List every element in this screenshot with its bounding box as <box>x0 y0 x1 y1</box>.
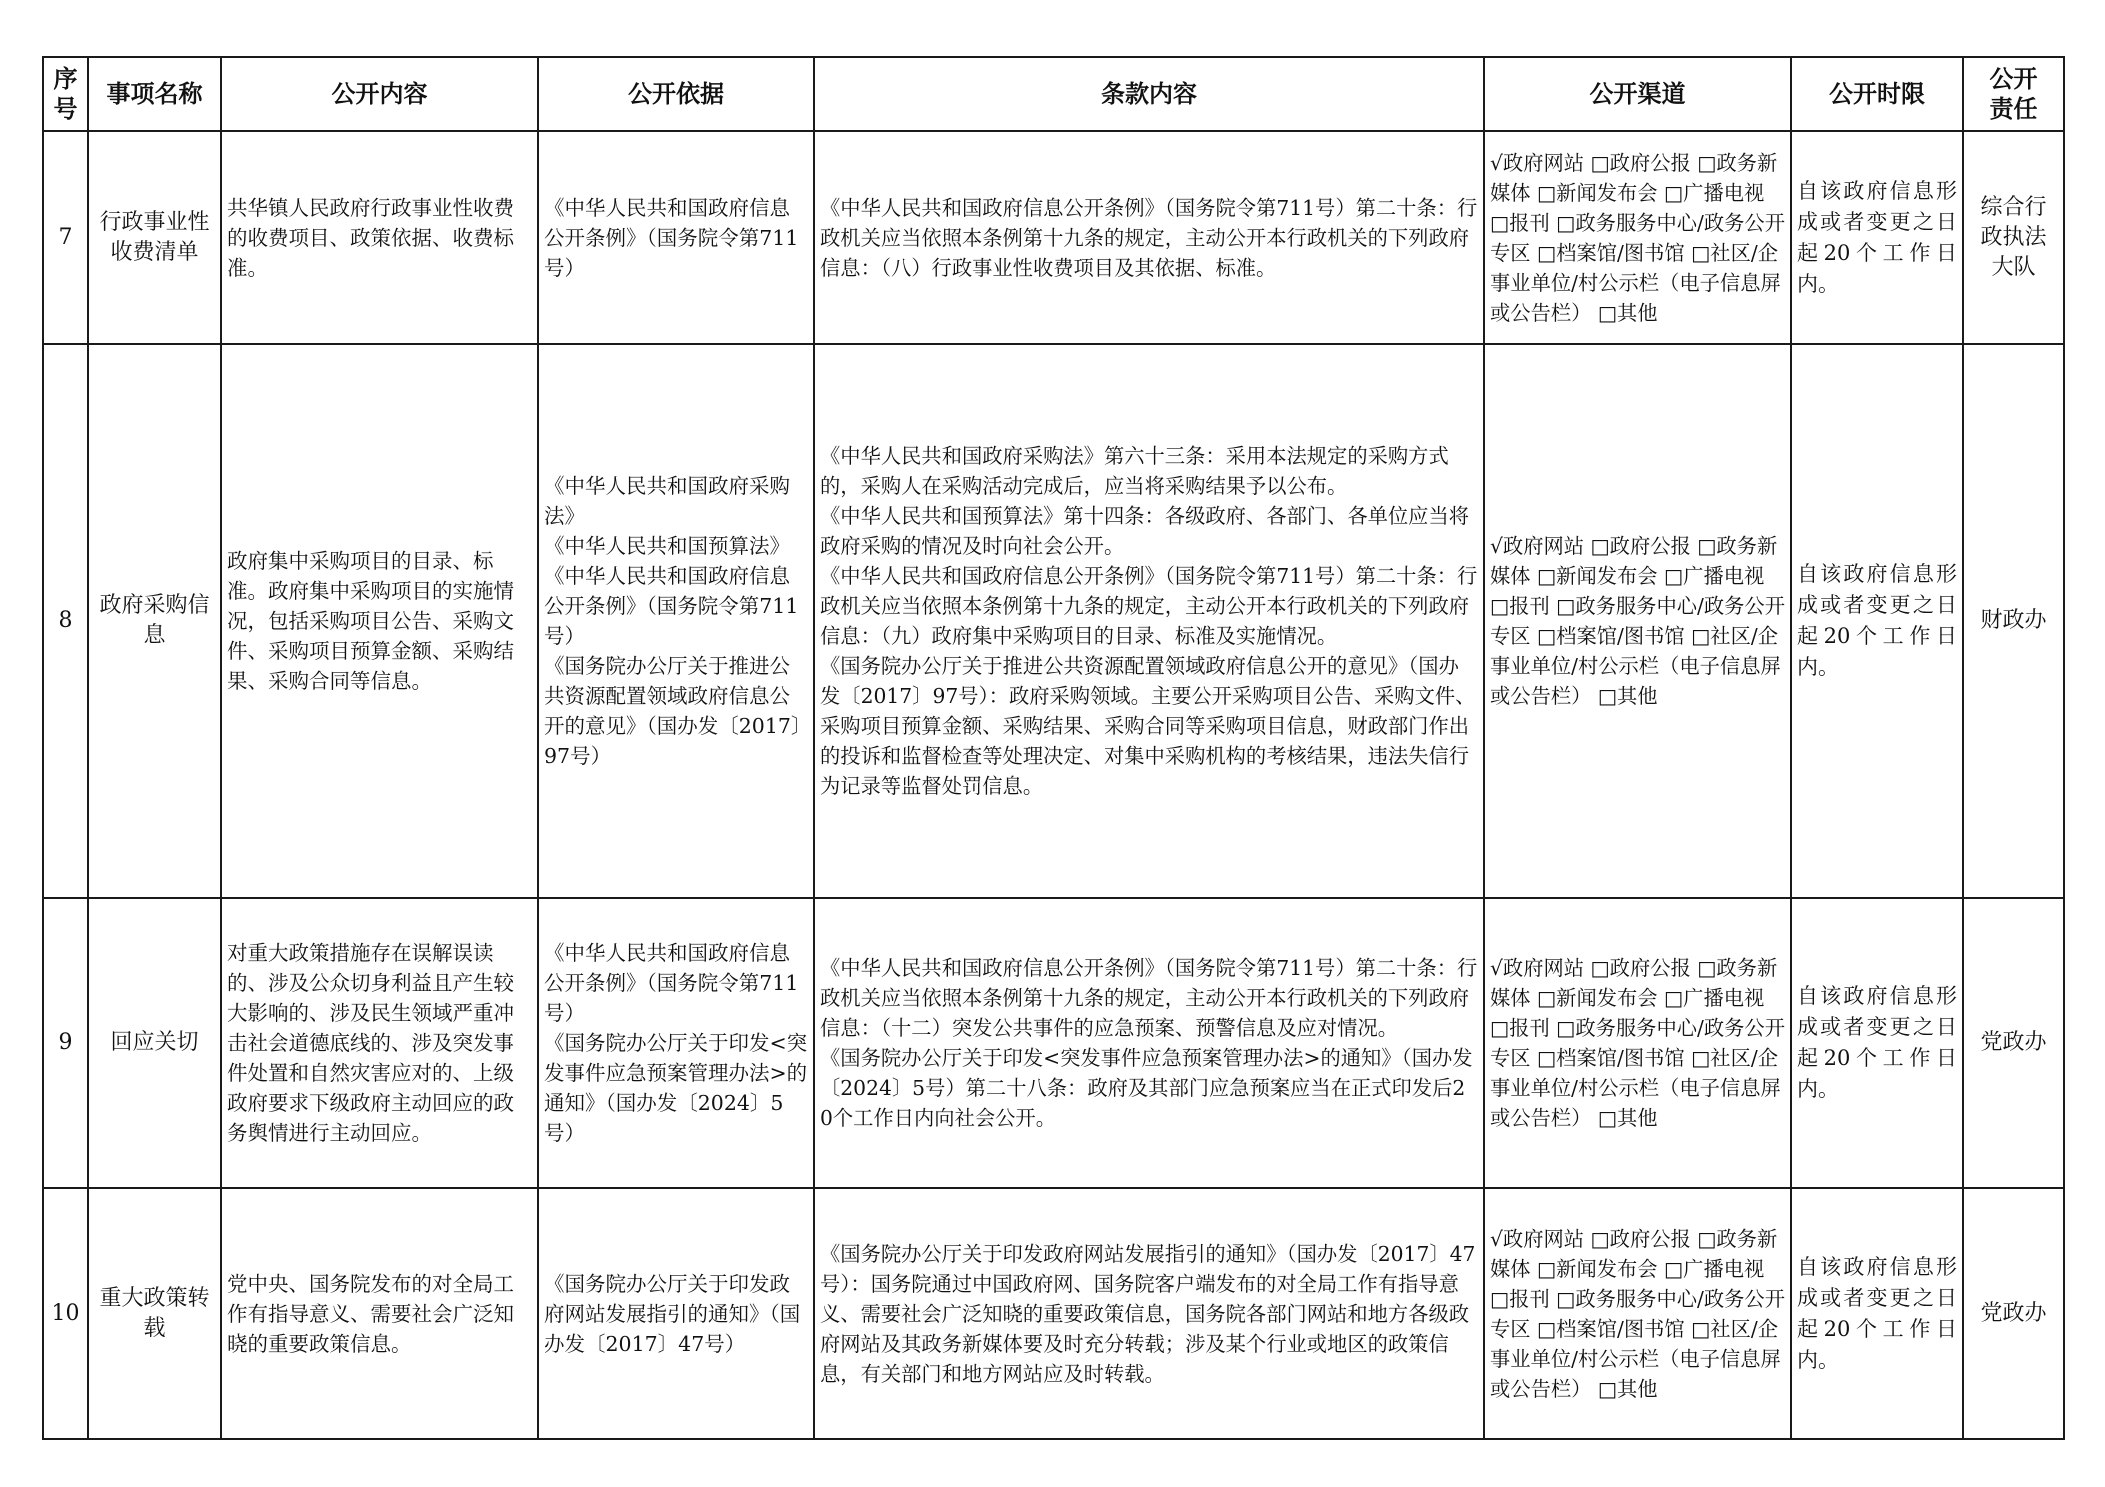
cell-clause: 《中华人民共和国政府采购法》第六十三条：采用本法规定的采购方式的，采购人在采购活动完成后，应当将采购结果予以公布。 《中华人民共和国预算法》第十四条：各级政府、各部门、各单位应当将政府采购的情况及时向社会公开。 《中华人民共和国政府信息公开条例》（国务院令第711号）第二十条：行政机关应当依照本条例第十九条的规定，主动公开本行政机关的下列政府信息：（九）政府集中采购项目的目录、标准及实施情况。 《国务院办公厅关于推进公共资源配置领域政府信息公开的意见》（国办发〔2017〕97号）：政府采购领域。主要公开采购项目公告、采购文件、采购项目预算金额、采购结果、采购合同等采购项目信息，财政部门作出的投诉和监督检查等处理决定、对集中采购机构的考核结果，违法失信行为记录等监督处罚信息。 <box>814 344 1484 898</box>
cell-channel: √政府网站 □政府公报 □政务新媒体 □新闻发布会 □广播电视 □报刊 □政务服务中心/政务公开专区 □档案馆/图书馆 □社区/企事业单位/村公示栏（电子信息屏或公告栏） □其他 <box>1484 131 1791 344</box>
cell-channel: √政府网站 □政府公报 □政务新媒体 □新闻发布会 □广播电视 □报刊 □政务服务中心/政务公开专区 □档案馆/图书馆 □社区/企事业单位/村公示栏（电子信息屏或公告栏） □其他 <box>1484 898 1791 1188</box>
cell-basis: 《中华人民共和国政府信息公开条例》（国务院令第711号） 《国务院办公厅关于印发<突发事件应急预案管理办法>的通知》（国办发〔2024〕5号） <box>538 898 814 1188</box>
cell-no: 7 <box>43 131 88 344</box>
header-row <box>43 57 2064 131</box>
cell-resp: 综合行 政执法 大队 <box>1963 131 2064 344</box>
table-body <box>43 131 2064 1439</box>
cell-basis: 《中华人民共和国政府信息公开条例》（国务院令第711号） <box>538 131 814 344</box>
cell-name: 行政事业性 收费清单 <box>88 131 221 344</box>
cell-resp: 党政办 <box>1963 898 2064 1188</box>
table-header <box>43 57 2064 131</box>
cell-clause: 《中华人民共和国政府信息公开条例》（国务院令第711号）第二十条：行政机关应当依照本条例第十九条的规定，主动公开本行政机关的下列政府信息：（十二）突发公共事件的应急预案、预警信息及应对情况。 《国务院办公厅关于印发<突发事件应急预案管理办法>的通知》（国办发〔2024〕5号）第二十八条：政府及其部门应急预案应当在正式印发后20个工作日内向社会公开。 <box>814 898 1484 1188</box>
cell-name: 回应关切 <box>88 898 221 1188</box>
cell-resp: 党政办 <box>1963 1188 2064 1439</box>
header-basis: 公开依据 <box>538 57 814 131</box>
cell-resp: 财政办 <box>1963 344 2064 898</box>
cell-time: 自该政府信息形成或者变更之日起20个工作日内。 <box>1791 131 1963 344</box>
cell-no: 8 <box>43 344 88 898</box>
cell-basis: 《中华人民共和国政府采购法》 《中华人民共和国预算法》 《中华人民共和国政府信息公开条例》（国务院令第711号） 《国务院办公厅关于推进公共资源配置领域政府信息公开的意见》（国办发〔2017〕97号） <box>538 344 814 898</box>
header-no: 序 号 <box>43 57 88 131</box>
header-clause: 条款内容 <box>814 57 1484 131</box>
header-channel: 公开渠道 <box>1484 57 1791 131</box>
header-resp: 公开 责任 <box>1963 57 2064 131</box>
cell-content: 共华镇人民政府行政事业性收费的收费项目、政策依据、收费标准。 <box>221 131 538 344</box>
cell-channel: √政府网站 □政府公报 □政务新媒体 □新闻发布会 □广播电视 □报刊 □政务服务中心/政务公开专区 □档案馆/图书馆 □社区/企事业单位/村公示栏（电子信息屏或公告栏） □其他 <box>1484 1188 1791 1439</box>
cell-clause: 《中华人民共和国政府信息公开条例》（国务院令第711号）第二十条：行政机关应当依照本条例第十九条的规定，主动公开本行政机关的下列政府信息：（八）行政事业性收费项目及其依据、标准。 <box>814 131 1484 344</box>
cell-content: 党中央、国务院发布的对全局工作有指导意义、需要社会广泛知晓的重要政策信息。 <box>221 1188 538 1439</box>
table-row <box>43 344 2064 898</box>
table-row <box>43 1188 2064 1439</box>
cell-clause: 《国务院办公厅关于印发政府网站发展指引的通知》（国办发〔2017〕47号）：国务院通过中国政府网、国务院客户端发布的对全局工作有指导意义、需要社会广泛知晓的重要政策信息，国务院各部门网站和地方各级政府网站及其政务新媒体要及时充分转载；涉及某个行业或地区的政策信息，有关部门和地方网站应及时转载。 <box>814 1188 1484 1439</box>
cell-no: 10 <box>43 1188 88 1439</box>
cell-channel: √政府网站 □政府公报 □政务新媒体 □新闻发布会 □广播电视 □报刊 □政务服务中心/政务公开专区 □档案馆/图书馆 □社区/企事业单位/村公示栏（电子信息屏或公告栏） □其他 <box>1484 344 1791 898</box>
header-time: 公开时限 <box>1791 57 1963 131</box>
table-row <box>43 898 2064 1188</box>
cell-name: 政府采购信 息 <box>88 344 221 898</box>
cell-time: 自该政府信息形成或者变更之日起20个工作日内。 <box>1791 344 1963 898</box>
disclosure-table <box>42 56 2065 1440</box>
cell-basis: 《国务院办公厅关于印发政府网站发展指引的通知》（国办发〔2017〕47号） <box>538 1188 814 1439</box>
cell-time: 自该政府信息形成或者变更之日起20个工作日内。 <box>1791 898 1963 1188</box>
table-row <box>43 131 2064 344</box>
cell-time: 自该政府信息形成或者变更之日起20个工作日内。 <box>1791 1188 1963 1439</box>
header-name: 事项名称 <box>88 57 221 131</box>
cell-content: 政府集中采购项目的目录、标准。政府集中采购项目的实施情况，包括采购项目公告、采购文件、采购项目预算金额、采购结果、采购合同等信息。 <box>221 344 538 898</box>
header-content: 公开内容 <box>221 57 538 131</box>
cell-content: 对重大政策措施存在误解误读的、涉及公众切身利益且产生较大影响的、涉及民生领域严重冲击社会道德底线的、涉及突发事件处置和自然灾害应对的、上级政府要求下级政府主动回应的政务舆情进行主动回应。 <box>221 898 538 1188</box>
cell-name: 重大政策转 载 <box>88 1188 221 1439</box>
cell-no: 9 <box>43 898 88 1188</box>
